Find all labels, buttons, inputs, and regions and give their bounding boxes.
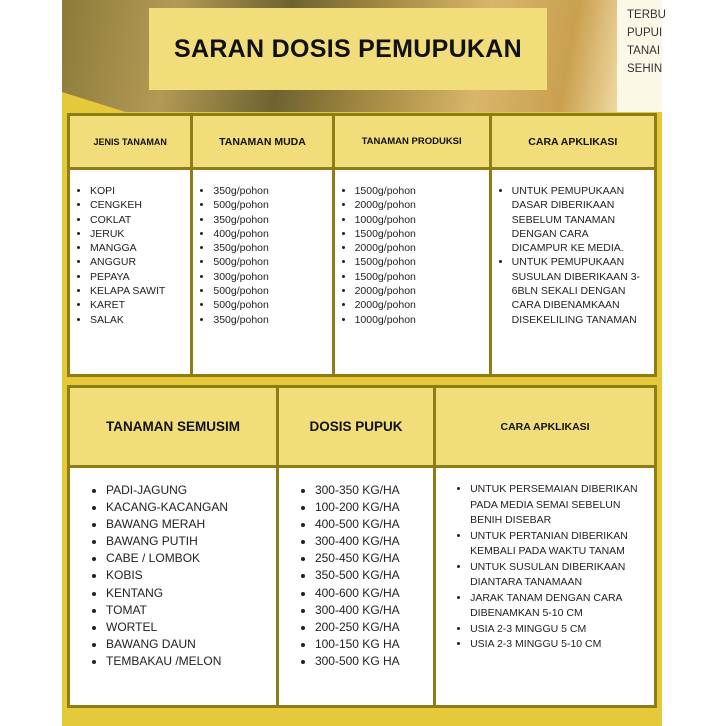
list-item: • KENTANG — [106, 585, 276, 602]
side-text-line: SEHIN — [627, 63, 663, 75]
list-item: • 1500g/pohon — [355, 255, 489, 269]
list-item: • 400g/pohon — [213, 227, 331, 241]
table-header-row — [69, 115, 656, 169]
poster — [62, 0, 666, 726]
list-item: • UNTUK PERSEMAIAN DIBERIKAN PADA MEDIA SEMAI SEBELUN BENIH DISEBAR — [470, 482, 646, 529]
list-item: • 350g/pohon — [213, 184, 331, 198]
application-list — [436, 482, 654, 653]
list-item: • KOPI — [90, 184, 190, 198]
table-header-row — [69, 387, 656, 467]
side-text-line: PUPUI — [627, 27, 663, 39]
side-text-line: TERBU — [627, 9, 666, 21]
list-item: • 500g/pohon — [213, 198, 331, 212]
decorative-triangle — [62, 92, 132, 114]
list-item: • 1500g/pohon — [355, 227, 489, 241]
table-row — [69, 169, 656, 376]
list-item: • KARET — [90, 298, 190, 312]
list-item: • 350g/pohon — [213, 313, 331, 327]
side-text-line: TANAI — [627, 45, 661, 57]
list-item: • CABE / LOMBOK — [106, 550, 276, 567]
list-item: • PEPAYA — [90, 270, 190, 284]
list-item: • UNTUK PERTANIAN DIBERIKAN KEMBALI PADA WAKTU TANAM — [470, 529, 646, 560]
list-item: • MANGGA — [90, 241, 190, 255]
list-item: • TEMBAKAU /MELON — [106, 653, 276, 670]
list-item: • 300-400 KG/HA — [315, 533, 433, 550]
header-tanaman-muda: TANAMAN MUDA — [192, 115, 333, 169]
header-cara-aplikasi: CARA APKLIKASI — [490, 115, 655, 169]
list-item: • PADI-JAGUNG — [106, 482, 276, 499]
header-jenis-tanaman: JENIS TANAMAN — [69, 115, 192, 169]
list-item: • 400-500 KG/HA — [315, 516, 433, 533]
side-text-snippet — [617, 0, 666, 112]
list-item: • 350g/pohon — [213, 213, 331, 227]
list-item: • 100-150 KG HA — [315, 636, 433, 653]
list-item: • 400-600 KG/HA — [315, 585, 433, 602]
list-item: • 300-350 KG/HA — [315, 482, 433, 499]
list-item: • UNTUK SUSULAN DIBERIKAAN DIANTARA TANAMAAN — [470, 560, 646, 591]
list-item: • 300-500 KG HA — [315, 653, 433, 670]
header-cara-aplikasi: CARA APKLIKASI — [435, 387, 656, 467]
list-item: • 2000g/pohon — [355, 241, 489, 255]
page-title: SARAN DOSIS PEMUPUKAN — [174, 34, 522, 63]
list-item: • BAWANG PUTIH — [106, 533, 276, 550]
list-item: • SALAK — [90, 313, 190, 327]
list-item: • KOBIS — [106, 567, 276, 584]
list-item: • 300g/pohon — [213, 270, 331, 284]
list-item: • KACANG-KACANGAN — [106, 499, 276, 516]
list-item: • 300-400 KG/HA — [315, 602, 433, 619]
application-cell — [490, 169, 655, 376]
young-dose-cell — [192, 169, 333, 376]
header-tanaman-produksi: TANAMAN PRODUKSI — [333, 115, 490, 169]
list-item: • BAWANG DAUN — [106, 636, 276, 653]
list-item: • 200-250 KG/HA — [315, 619, 433, 636]
list-item: • UNTUK PEMUPUKAAN DASAR DIBERIKAAN SEBELUM TANAMAN DENGAN CARA DICAMPUR KE MEDIA. — [512, 184, 642, 255]
list-item: • COKLAT — [90, 213, 190, 227]
application-cell — [435, 467, 656, 707]
list-item: • USIA 2-3 MINGGU 5-10 CM — [470, 637, 646, 653]
list-item: • 500g/pohon — [213, 255, 331, 269]
list-item: • WORTEL — [106, 619, 276, 636]
list-item: • 1000g/pohon — [355, 213, 489, 227]
list-item: • 350g/pohon — [213, 241, 331, 255]
production-dose-cell — [333, 169, 490, 376]
young-dose-list — [193, 184, 331, 327]
list-item: • 2000g/pohon — [355, 284, 489, 298]
plants-list — [70, 482, 276, 670]
perennial-dosage-table — [67, 113, 657, 377]
list-item: • 1000g/pohon — [355, 313, 489, 327]
list-item: • 2000g/pohon — [355, 298, 489, 312]
seasonal-dosage-table — [67, 385, 657, 708]
list-item: • TOMAT — [106, 602, 276, 619]
list-item: • 500g/pohon — [213, 284, 331, 298]
header-dosis-pupuk: DOSIS PUPUK — [277, 387, 434, 467]
list-item: • JARAK TANAM DENGAN CARA DIBENAMKAN 5-10 CM — [470, 591, 646, 622]
dose-cell — [277, 467, 434, 707]
list-item: • 500g/pohon — [213, 298, 331, 312]
title-box — [149, 8, 547, 90]
list-item: • CENGKEH — [90, 198, 190, 212]
production-dose-list — [335, 184, 489, 327]
list-item: • 250-450 KG/HA — [315, 550, 433, 567]
list-item: • 1500g/pohon — [355, 270, 489, 284]
list-item: • JERUK — [90, 227, 190, 241]
list-item: • 350-500 KG/HA — [315, 567, 433, 584]
list-item: • ANGGUR — [90, 255, 190, 269]
list-item: • 100-200 KG/HA — [315, 499, 433, 516]
list-item: • USIA 2-3 MINGGU 5 CM — [470, 622, 646, 638]
list-item: • BAWANG MERAH — [106, 516, 276, 533]
dose-list — [279, 482, 433, 670]
plants-list — [70, 184, 190, 327]
list-item: • UNTUK PEMUPUKAAN SUSULAN DIBERIKAAN 3-6BLN SEKALI DENGAN CARA DIBENAMKAAN DISEKELILING TANAMAN — [512, 255, 642, 326]
table-row — [69, 467, 656, 707]
plants-cell — [69, 467, 278, 707]
header-tanaman-semusim: TANAMAN SEMUSIM — [69, 387, 278, 467]
plants-cell — [69, 169, 192, 376]
list-item: • 2000g/pohon — [355, 198, 489, 212]
list-item: • 1500g/pohon — [355, 184, 489, 198]
list-item: • KELAPA SAWIT — [90, 284, 190, 298]
application-list — [492, 184, 654, 327]
